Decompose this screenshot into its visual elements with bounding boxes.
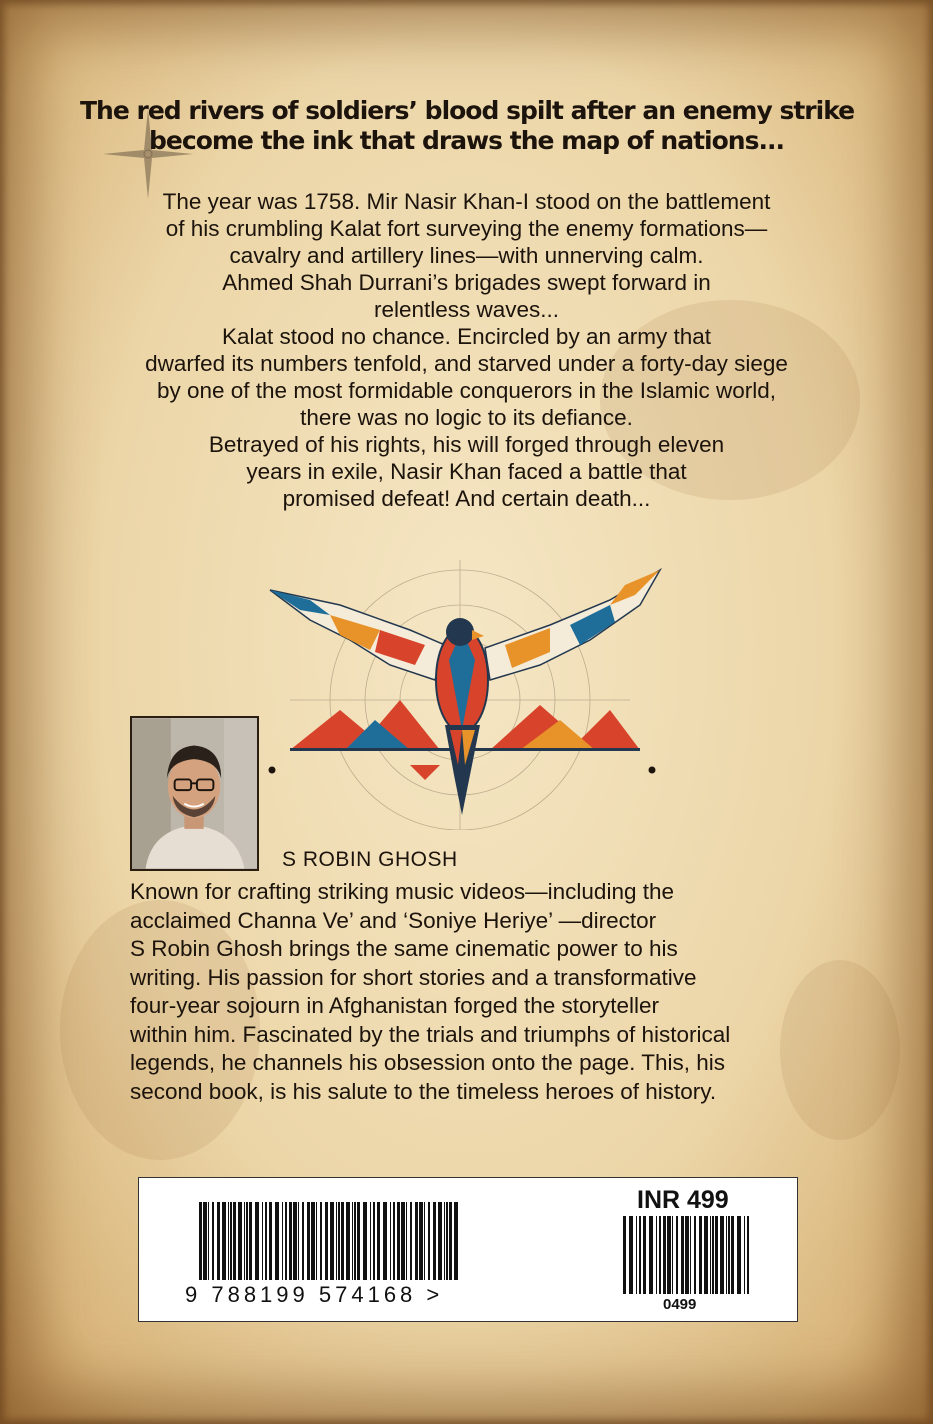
author-bio bbox=[130, 878, 830, 1106]
eagle-map-illustration-icon bbox=[250, 560, 680, 830]
bio-line: writing. His passion for short stories and a transformative bbox=[130, 964, 697, 990]
synopsis-line: promised defeat! And certain death... bbox=[282, 486, 651, 511]
synopsis-line: dwarfed its numbers tenfold, and starved under a forty-day siege bbox=[145, 351, 788, 376]
isbn-digits: 9 788199 574168 > bbox=[185, 1282, 444, 1307]
price-code: 0499 bbox=[663, 1296, 697, 1313]
synopsis-line: The year was 1758. Mir Nasir Khan-I stood on the battlement bbox=[162, 189, 771, 214]
synopsis-line: there was no logic to its defiance. bbox=[300, 405, 633, 430]
synopsis-line: Ahmed Shah Durrani’s brigades swept forward in bbox=[222, 270, 711, 295]
synopsis-line: cavalry and artillery lines—with unnerving calm. bbox=[229, 243, 704, 268]
tagline bbox=[80, 96, 853, 156]
author-name: S ROBIN GHOSH bbox=[282, 848, 458, 871]
author-portrait-icon bbox=[132, 718, 257, 869]
bio-line: legends, he channels his obsession onto the page. This, his bbox=[130, 1050, 725, 1075]
tagline-line: become the ink that draws the map of nations... bbox=[149, 126, 784, 155]
bio-line: Known for crafting striking music videos—including the bbox=[130, 879, 674, 904]
price-barcode-icon bbox=[623, 1216, 751, 1294]
author-photo bbox=[130, 716, 259, 871]
synopsis-line: of his crumbling Kalat fort surveying the enemy formations— bbox=[165, 216, 768, 241]
bio-line: S Robin Ghosh brings the same cinematic power to his bbox=[130, 936, 678, 961]
price-label: INR 499 bbox=[637, 1186, 729, 1214]
synopsis-line: relentless waves... bbox=[373, 297, 560, 322]
synopsis-line: Kalat stood no chance. Encircled by an army that bbox=[221, 324, 712, 349]
bio-line: acclaimed Channa Ve’ and ‘Soniye Heriye’ —director bbox=[130, 907, 657, 933]
synopsis-line: Betrayed of his rights, his will forged through eleven bbox=[208, 432, 725, 457]
tagline-line: The red rivers of soldiers’ blood spilt after an enemy strike bbox=[80, 96, 855, 125]
synopsis bbox=[90, 188, 843, 512]
synopsis-line: by one of the most formidable conquerors in the Islamic world, bbox=[156, 378, 777, 403]
barcode-panel bbox=[138, 1177, 798, 1322]
bio-line: four-year sojourn in Afghanistan forged the storyteller bbox=[130, 993, 660, 1018]
bio-line: second book, is his salute to the timeless heroes of history. bbox=[130, 1078, 717, 1104]
isbn-barcode-icon bbox=[199, 1202, 459, 1280]
synopsis-line: years in exile, Nasir Khan faced a battle that bbox=[246, 459, 687, 484]
bio-line: within him. Fascinated by the trials and triumphs of historical bbox=[130, 1021, 731, 1047]
